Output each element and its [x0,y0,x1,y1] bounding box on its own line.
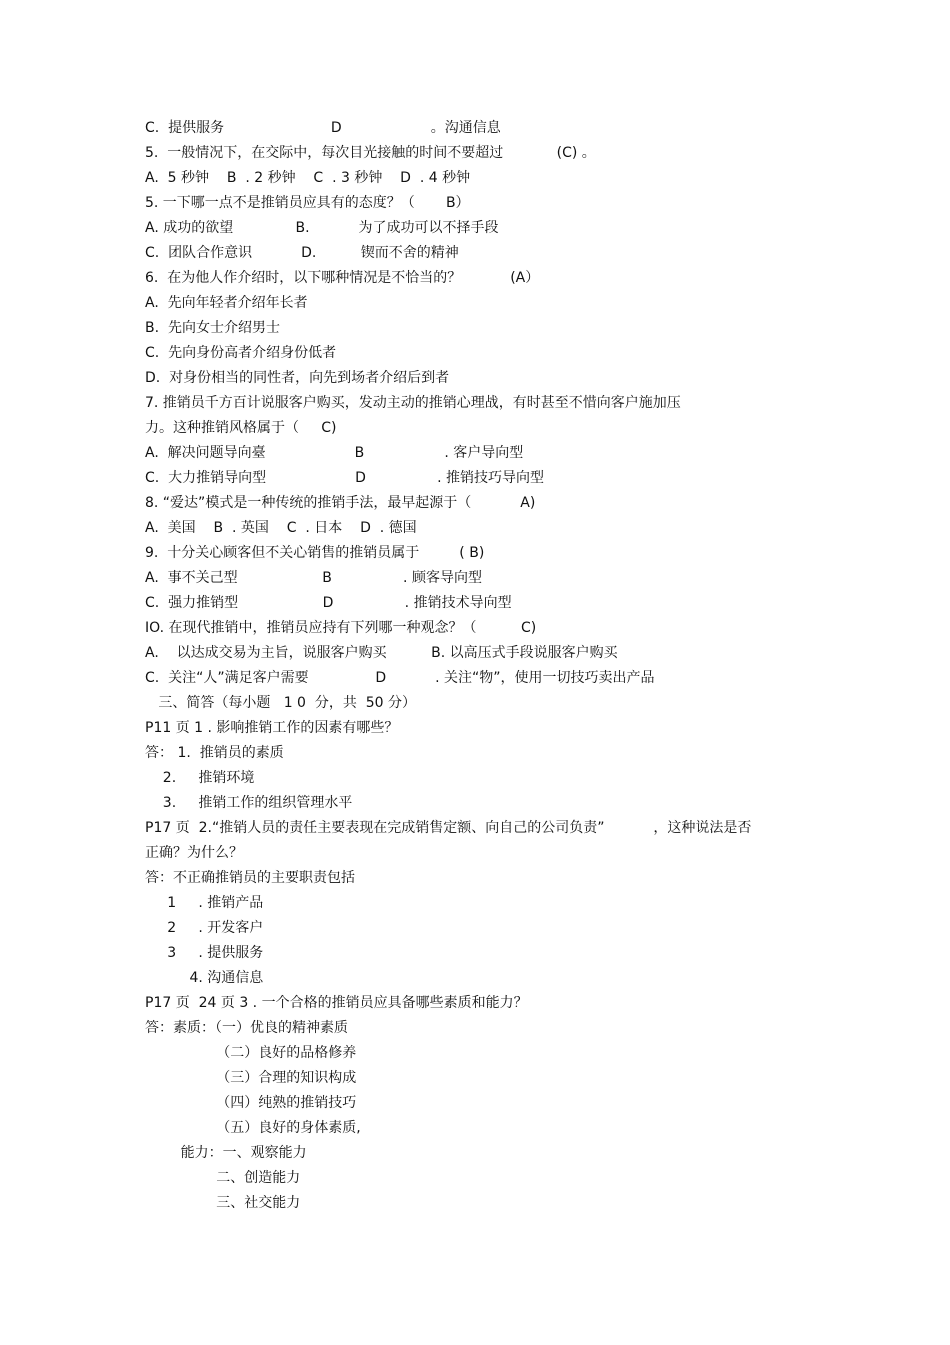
text-line: 7. 推销员千方百计说服客户购买，发动主动的推销心理战，有时甚至不惜向客户施加压 [145,395,681,411]
answer-line: （三）合理的知识构成 [145,1070,357,1086]
question-line: P17 页 2.“推销人员的责任主要表现在完成销售定额、向自己的公司负责” ，这种说法是否 [145,820,752,836]
text-line: C. 先向身份高者介绍身份低者 [145,345,337,361]
text-line: C. 强力推销型 D . 推销技术导向型 [145,595,512,611]
answer-line: 答： 1. 推销员的素质 [145,745,284,761]
answer-line: 4. 沟通信息 [145,970,264,986]
question-line: P17 页 24 页 3 . 一个合格的推销员应具备哪些素质和能力？ [145,995,528,1011]
text-line: 8. “爱达”模式是一种传统的推销手法，最早起源于（ A) [145,495,536,511]
text-line: A. 以达成交易为主旨，说服客户购买 B. 以高压式手段说服客户购买 [145,645,618,661]
text-line: C. 提供服务 D 。沟通信息 [145,120,501,136]
answer-line: 答：素质：（一）优良的精神素质 [145,1020,348,1036]
answer-line: （二）良好的品格修养 [145,1045,357,1061]
answer-line: 2 . 开发客户 [145,920,264,936]
text-line: A. 5 秒钟 B . 2 秒钟 C . 3 秒钟 D . 4 秒钟 [145,170,471,186]
text-line: IO. 在现代推销中，推销员应持有下列哪一种观念？（ C) [145,620,537,636]
answer-line: 3. 推销工作的组织管理水平 [145,795,353,811]
question-line: 正确？为什么？ [145,845,243,861]
text-line: A. 成功的欲望 B. 为了成功可以不择手段 [145,220,499,236]
text-line: C. 团队合作意识 D. 锲而不舍的精神 [145,245,459,261]
text-line: 力。这种推销风格属于（ C) [145,420,337,436]
answer-line: 能力：一、观察能力 [145,1145,307,1161]
answer-line: 3 . 提供服务 [145,945,264,961]
text-line: 5. 一般情况下，在交际中，每次目光接触的时间不要超过 (C) 。 [145,145,596,161]
text-line: A. 事不关己型 B . 顾客导向型 [145,570,482,586]
answer-line: 1 . 推销产品 [145,895,264,911]
text-line: D. 对身份相当的同性者，向先到场者介绍后到者 [145,370,450,386]
answer-line: 三、社交能力 [145,1195,301,1211]
answer-line: （四）纯熟的推销技巧 [145,1095,357,1111]
question-line: P11 页 1 . 影响推销工作的因素有哪些？ [145,720,399,736]
text-line: C. 大力推销导向型 D . 推销技巧导向型 [145,470,545,486]
text-line: A. 美国 B . 英国 C . 日本 D . 德国 [145,520,417,536]
text-line: A. 先向年轻者介绍年长者 [145,295,308,311]
text-line: B. 先向女士介绍男士 [145,320,280,336]
text-line: 6. 在为他人作介绍时，以下哪种情况是不恰当的？ (A） [145,270,540,286]
text-line: C. 关注“人”满足客户需要 D . 关注“物”，使用一切技巧卖出产品 [145,670,655,686]
answer-line: 答：不正确推销员的主要职责包括 [145,870,355,886]
answer-line: 二、创造能力 [145,1170,301,1186]
answer-line: （五）良好的身体素质, [145,1120,361,1136]
section-heading: 三、简答（每小题 1 0 分，共 50 分） [145,695,417,711]
text-line: 5. 一下哪一点不是推销员应具有的态度？（ B） [145,195,470,211]
text-line: 9. 十分关心顾客但不关心销售的推销员属于 ( B) [145,545,485,561]
answer-line: 2. 推销环境 [145,770,255,786]
text-line: A. 解决问题导向臺 B . 客户导向型 [145,445,524,461]
